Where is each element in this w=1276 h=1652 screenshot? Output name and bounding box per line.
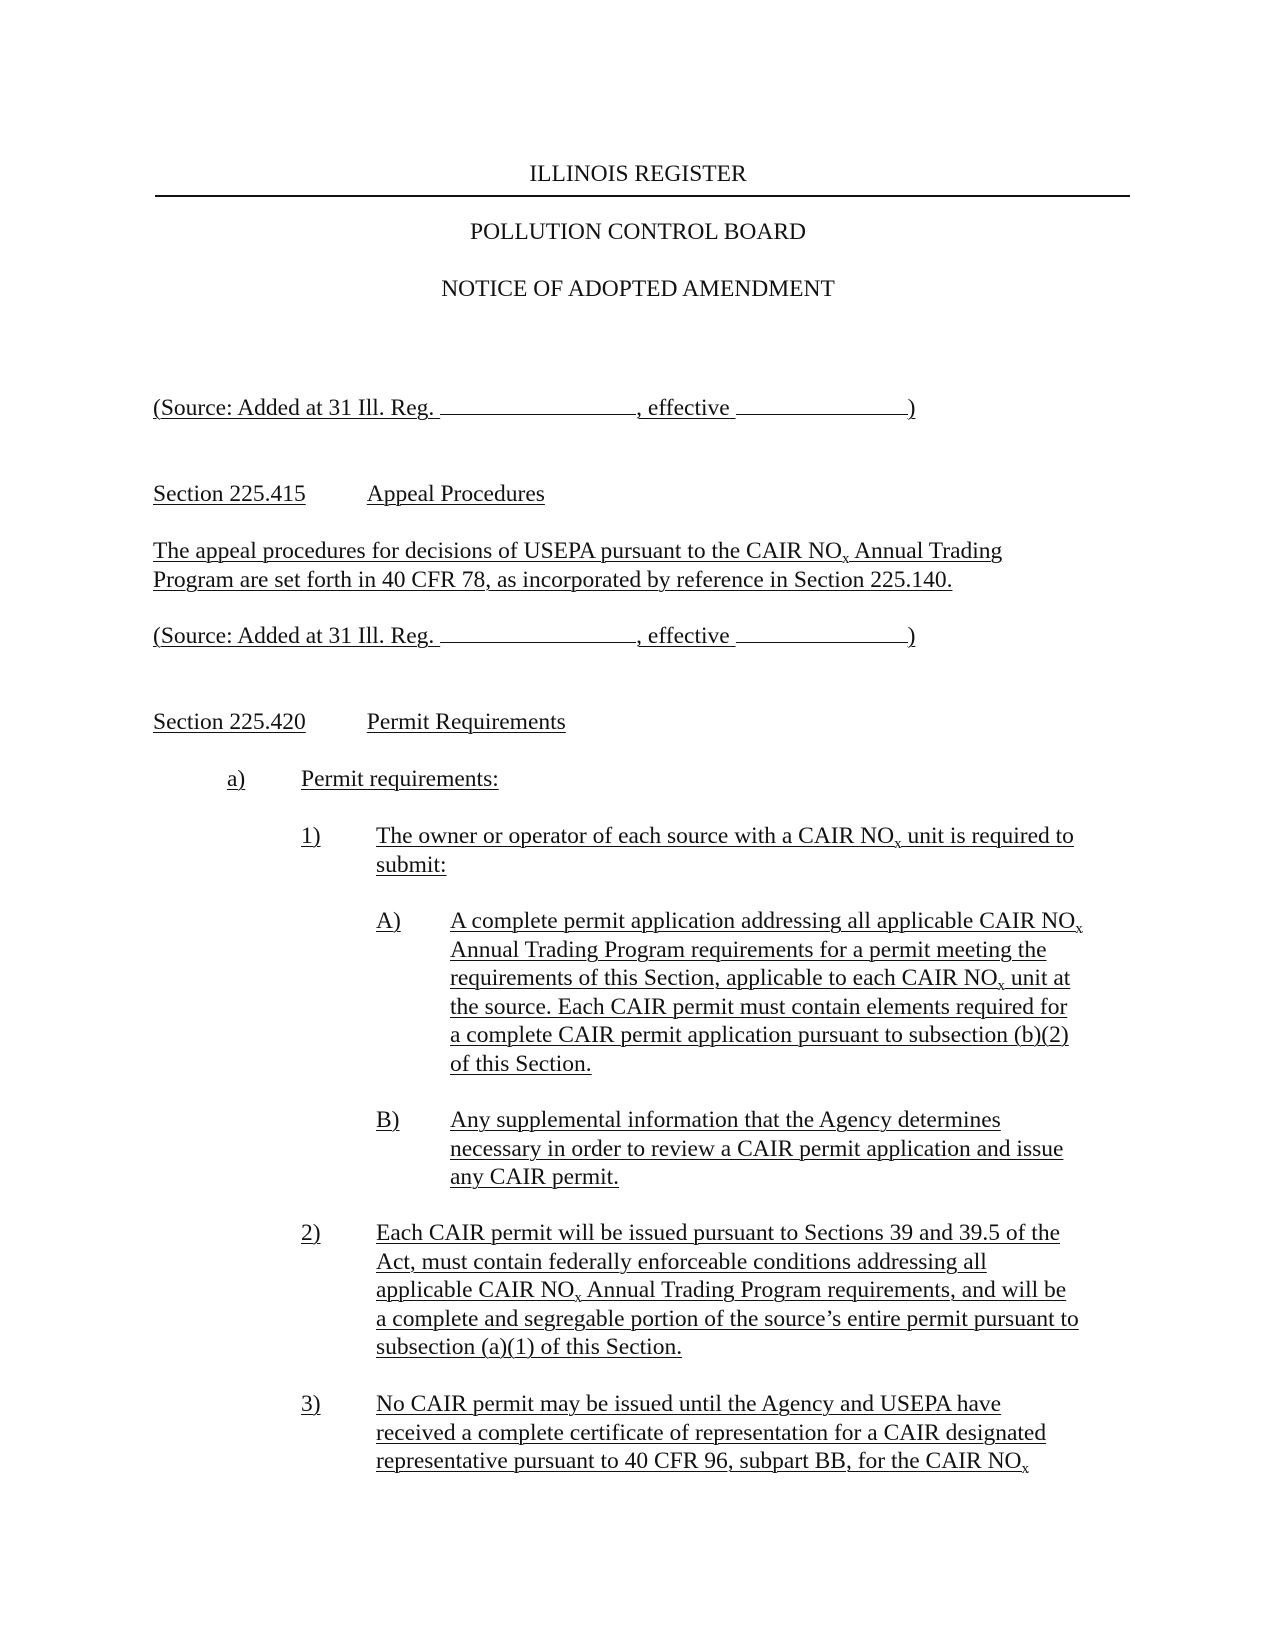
- effective-date-blank: [736, 622, 908, 643]
- source-note: (Source: Added at 31 Ill. Reg. , effective ): [153, 623, 916, 649]
- subsection-text: Permit requirements:: [301, 766, 499, 792]
- effective-date-blank: [736, 394, 908, 415]
- section-body: The appeal procedures for decisions of USEPA pursuant to the CAIR $NO_x$ Annual Trading Program are set forth in 40 CFR 78, as incorporated by reference in Section 225.140.: [153, 538, 1003, 593]
- header-rule: [155, 195, 1130, 197]
- item-label: A): [376, 908, 401, 934]
- item-label: 1): [301, 823, 321, 849]
- register-blank: [440, 394, 636, 415]
- item-text: No CAIR permit may be issued until the Agency and USEPA have received a complete certificate of representation for a CAIR designated representative pursuant to 40 CFR 96, subpart BB, for the CAIR $NO_x$: [376, 1391, 1047, 1477]
- item-text: Each CAIR permit will be issued pursuant to Sections 39 and 39.5 of the Act, must contain federally enforceable conditions addressing all applicable CAIR $NO_x$ Annual Trading Program requirements, and will be a complete and segregable portion of the source’s entire permit pursuant to subsection (a)(1) of this Section.: [376, 1220, 1079, 1360]
- item-label: 3): [301, 1391, 321, 1417]
- item-text: The owner or operator of each source with a CAIR $NO_x$ unit is required to submit:: [376, 823, 1074, 878]
- notice-title: NOTICE OF ADOPTED AMENDMENT: [441, 276, 835, 302]
- item-label: 2): [301, 1220, 321, 1246]
- item-text: Any supplemental information that the Agency determines necessary in order to review a CAIR permit application and issue any CAIR permit.: [450, 1107, 1064, 1190]
- item-label: B): [376, 1107, 400, 1133]
- section-heading: Section 225.415 Appeal Procedures: [153, 481, 545, 507]
- register-blank: [440, 622, 636, 643]
- section-heading: Section 225.420 Permit Requirements: [153, 709, 566, 735]
- board-name: POLLUTION CONTROL BOARD: [470, 219, 806, 245]
- register-title: ILLINOIS REGISTER: [529, 161, 747, 187]
- source-note: (Source: Added at 31 Ill. Reg. , effective ): [153, 395, 916, 421]
- item-text: A complete permit application addressing all applicable CAIR $NO_x$ Annual Trading Program requirements for a permit meeting the requirements of this Section, applicable to each CAIR $NO_x$ unit at the source. Each CAIR permit must contain elements required for a complete CAIR permit application pursuant to subsection (b)(2) of this Section.: [450, 908, 1083, 1077]
- subsection-label: a): [227, 766, 246, 792]
